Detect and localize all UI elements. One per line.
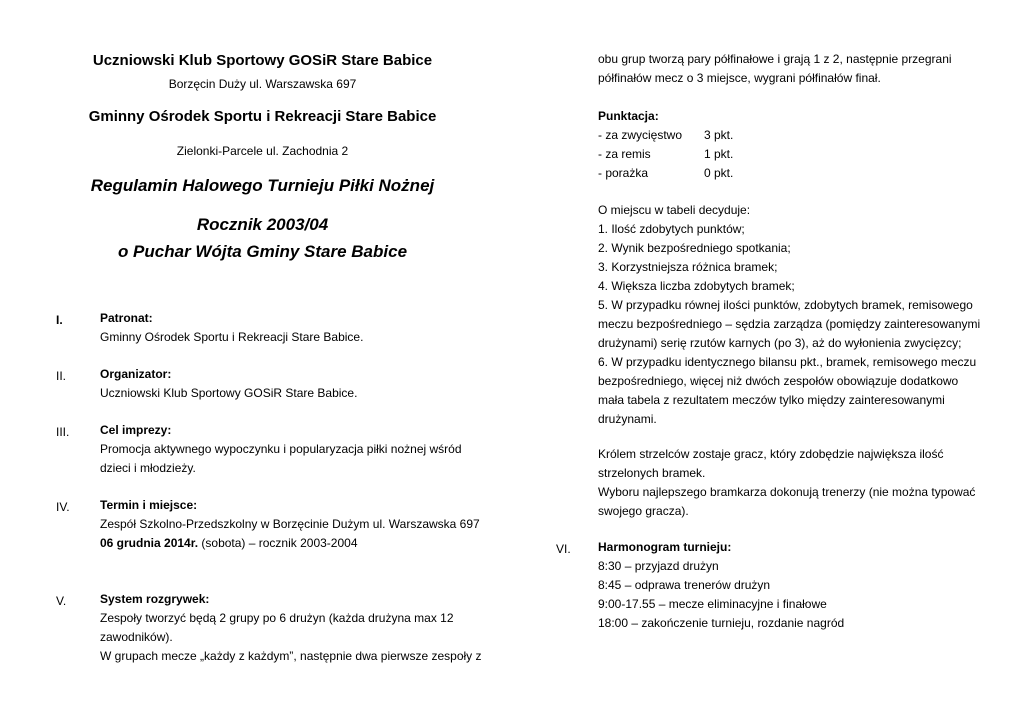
points-row-win — [598, 126, 998, 145]
section-4-title: Termin i miejsce: — [100, 498, 198, 512]
section-1-line: Gminny Ośrodek Sportu i Rekreacji Stare Babice. — [100, 330, 364, 344]
scorer-block — [598, 445, 998, 521]
section-3-line: Promocja aktywnego wypoczynku i popularyzacja piłki nożnej wśród — [100, 442, 462, 456]
section-1-number: I. — [56, 313, 63, 327]
section-1-title: Patronat: — [100, 311, 153, 325]
section-5-cont-line: obu grup tworzą pary półfinałowe i grają 1 z 2, następnie przegrani — [598, 52, 952, 66]
scorer-line: swojego gracza). — [598, 504, 689, 518]
ranking-line: 4. Większa liczba zdobytych bramek; — [598, 279, 795, 293]
club-name-heading: Uczniowski Klub Sportowy GOSiR Stare Babice — [92, 52, 433, 69]
section-5-continuation — [598, 50, 998, 88]
section-6-title: Harmonogram turnieju: — [598, 540, 732, 554]
ranking-line: mała tabela z rezultatem meczów tylko między zainteresowanymi — [598, 393, 945, 407]
section-5-line: Zespoły tworzyć będą 2 grupy po 6 drużyn (każda drużyna max 12 — [100, 611, 454, 625]
section-5-line: W grupach mecze „każdy z każdym”, następnie dwa pierwsze zespoły z — [100, 649, 482, 663]
points-title: Punktacja: — [598, 109, 659, 123]
cup-title: o Puchar Wójta Gminy Stare Babice — [117, 242, 408, 261]
ranking-line: 5. W przypadku równej ilości punktów, zdobytych bramek, remisowego — [598, 298, 973, 312]
gosir-address: Zielonki-Parcele ul. Zachodnia 2 — [176, 144, 349, 158]
scorer-line: strzelonych bramek. — [598, 466, 706, 480]
points-value: 1 pkt. — [704, 147, 734, 161]
schedule-line: 8:45 – odprawa trenerów drużyn — [598, 578, 771, 592]
section-2-line: Uczniowski Klub Sportowy GOSiR Stare Babice. — [100, 386, 358, 400]
points-label: - za zwycięstwo — [598, 128, 683, 142]
section-3 — [100, 421, 500, 478]
section-3-number: III. — [56, 425, 70, 439]
gosir-heading: Gminny Ośrodek Sportu i Rekreacji Stare Babice — [88, 108, 437, 125]
ranking-line: 1. Ilość zdobytych punktów; — [598, 222, 745, 236]
year-title: Rocznik 2003/04 — [196, 215, 329, 234]
schedule-line: 9:00-17.55 – mecze eliminacyjne i finałowe — [598, 597, 827, 611]
event-date-rest: (sobota) – rocznik 2003-2004 — [198, 536, 358, 550]
section-4-line: Zespół Szkolno-Przedszkolny w Borzęcinie Dużym ul. Warszawska 697 — [100, 517, 480, 531]
ranking-line: bezpośredniego, więcej niż dwóch zespołów obowiązuje dodatkowo — [598, 374, 959, 388]
ranking-line: 3. Korzystniejsza różnica bramek; — [598, 260, 778, 274]
section-4-date-line — [100, 534, 500, 553]
ranking-line: meczu bezpośredniego – sędzia zarządza (pomiędzy zainteresowanymi — [598, 317, 981, 331]
ranking-line: O miejscu w tabeli decyduje: — [598, 203, 751, 217]
section-5-number: V. — [56, 594, 67, 608]
section-2 — [100, 365, 500, 403]
section-5-cont-line: półfinałów mecz o 3 miejsce, wygrani półfinałów finał. — [598, 71, 881, 85]
schedule-line: 8:30 – przyjazd drużyn — [598, 559, 719, 573]
points-row-loss — [598, 164, 998, 183]
points-block — [598, 107, 998, 183]
section-1 — [100, 309, 500, 347]
regulation-title: Regulamin Halowego Turnieju Piłki Nożnej — [90, 176, 435, 195]
points-row-draw — [598, 145, 998, 164]
ranking-block — [598, 201, 998, 429]
section-5-title: System rozgrywek: — [100, 592, 210, 606]
section-2-title: Organizator: — [100, 367, 172, 381]
ranking-line: drużynami) serię rzutów karnych (po 3), aż do wyłonienia zwycięzcy; — [598, 336, 962, 350]
section-6-number: VI. — [556, 542, 571, 556]
section-6 — [598, 538, 998, 633]
points-label: - za remis — [598, 147, 651, 161]
section-4-number: IV. — [56, 500, 70, 514]
scorer-line: Wyboru najlepszego bramkarza dokonują trenerzy (nie można typować — [598, 485, 976, 499]
points-value: 0 pkt. — [704, 166, 734, 180]
section-5-line: zawodników). — [100, 630, 173, 644]
section-5 — [100, 590, 500, 666]
section-3-line: dzieci i młodzieży. — [100, 461, 196, 475]
points-value: 3 pkt. — [704, 128, 734, 142]
scorer-line: Królem strzelców zostaje gracz, który zdobędzie największa ilość — [598, 447, 944, 461]
ranking-line: drużynami. — [598, 412, 657, 426]
section-2-number: II. — [56, 369, 67, 383]
club-address: Borzęcin Duży ul. Warszawska 697 — [168, 77, 357, 91]
event-date: 06 grudnia 2014r. — [100, 536, 199, 550]
ranking-line: 6. W przypadku identycznego bilansu pkt., bramek, remisowego meczu — [598, 355, 977, 369]
schedule-line: 18:00 – zakończenie turnieju, rozdanie nagród — [598, 616, 845, 630]
section-4 — [100, 496, 500, 553]
points-label: - porażka — [598, 166, 649, 180]
section-3-title: Cel imprezy: — [100, 423, 172, 437]
ranking-line: 2. Wynik bezpośredniego spotkania; — [598, 241, 791, 255]
